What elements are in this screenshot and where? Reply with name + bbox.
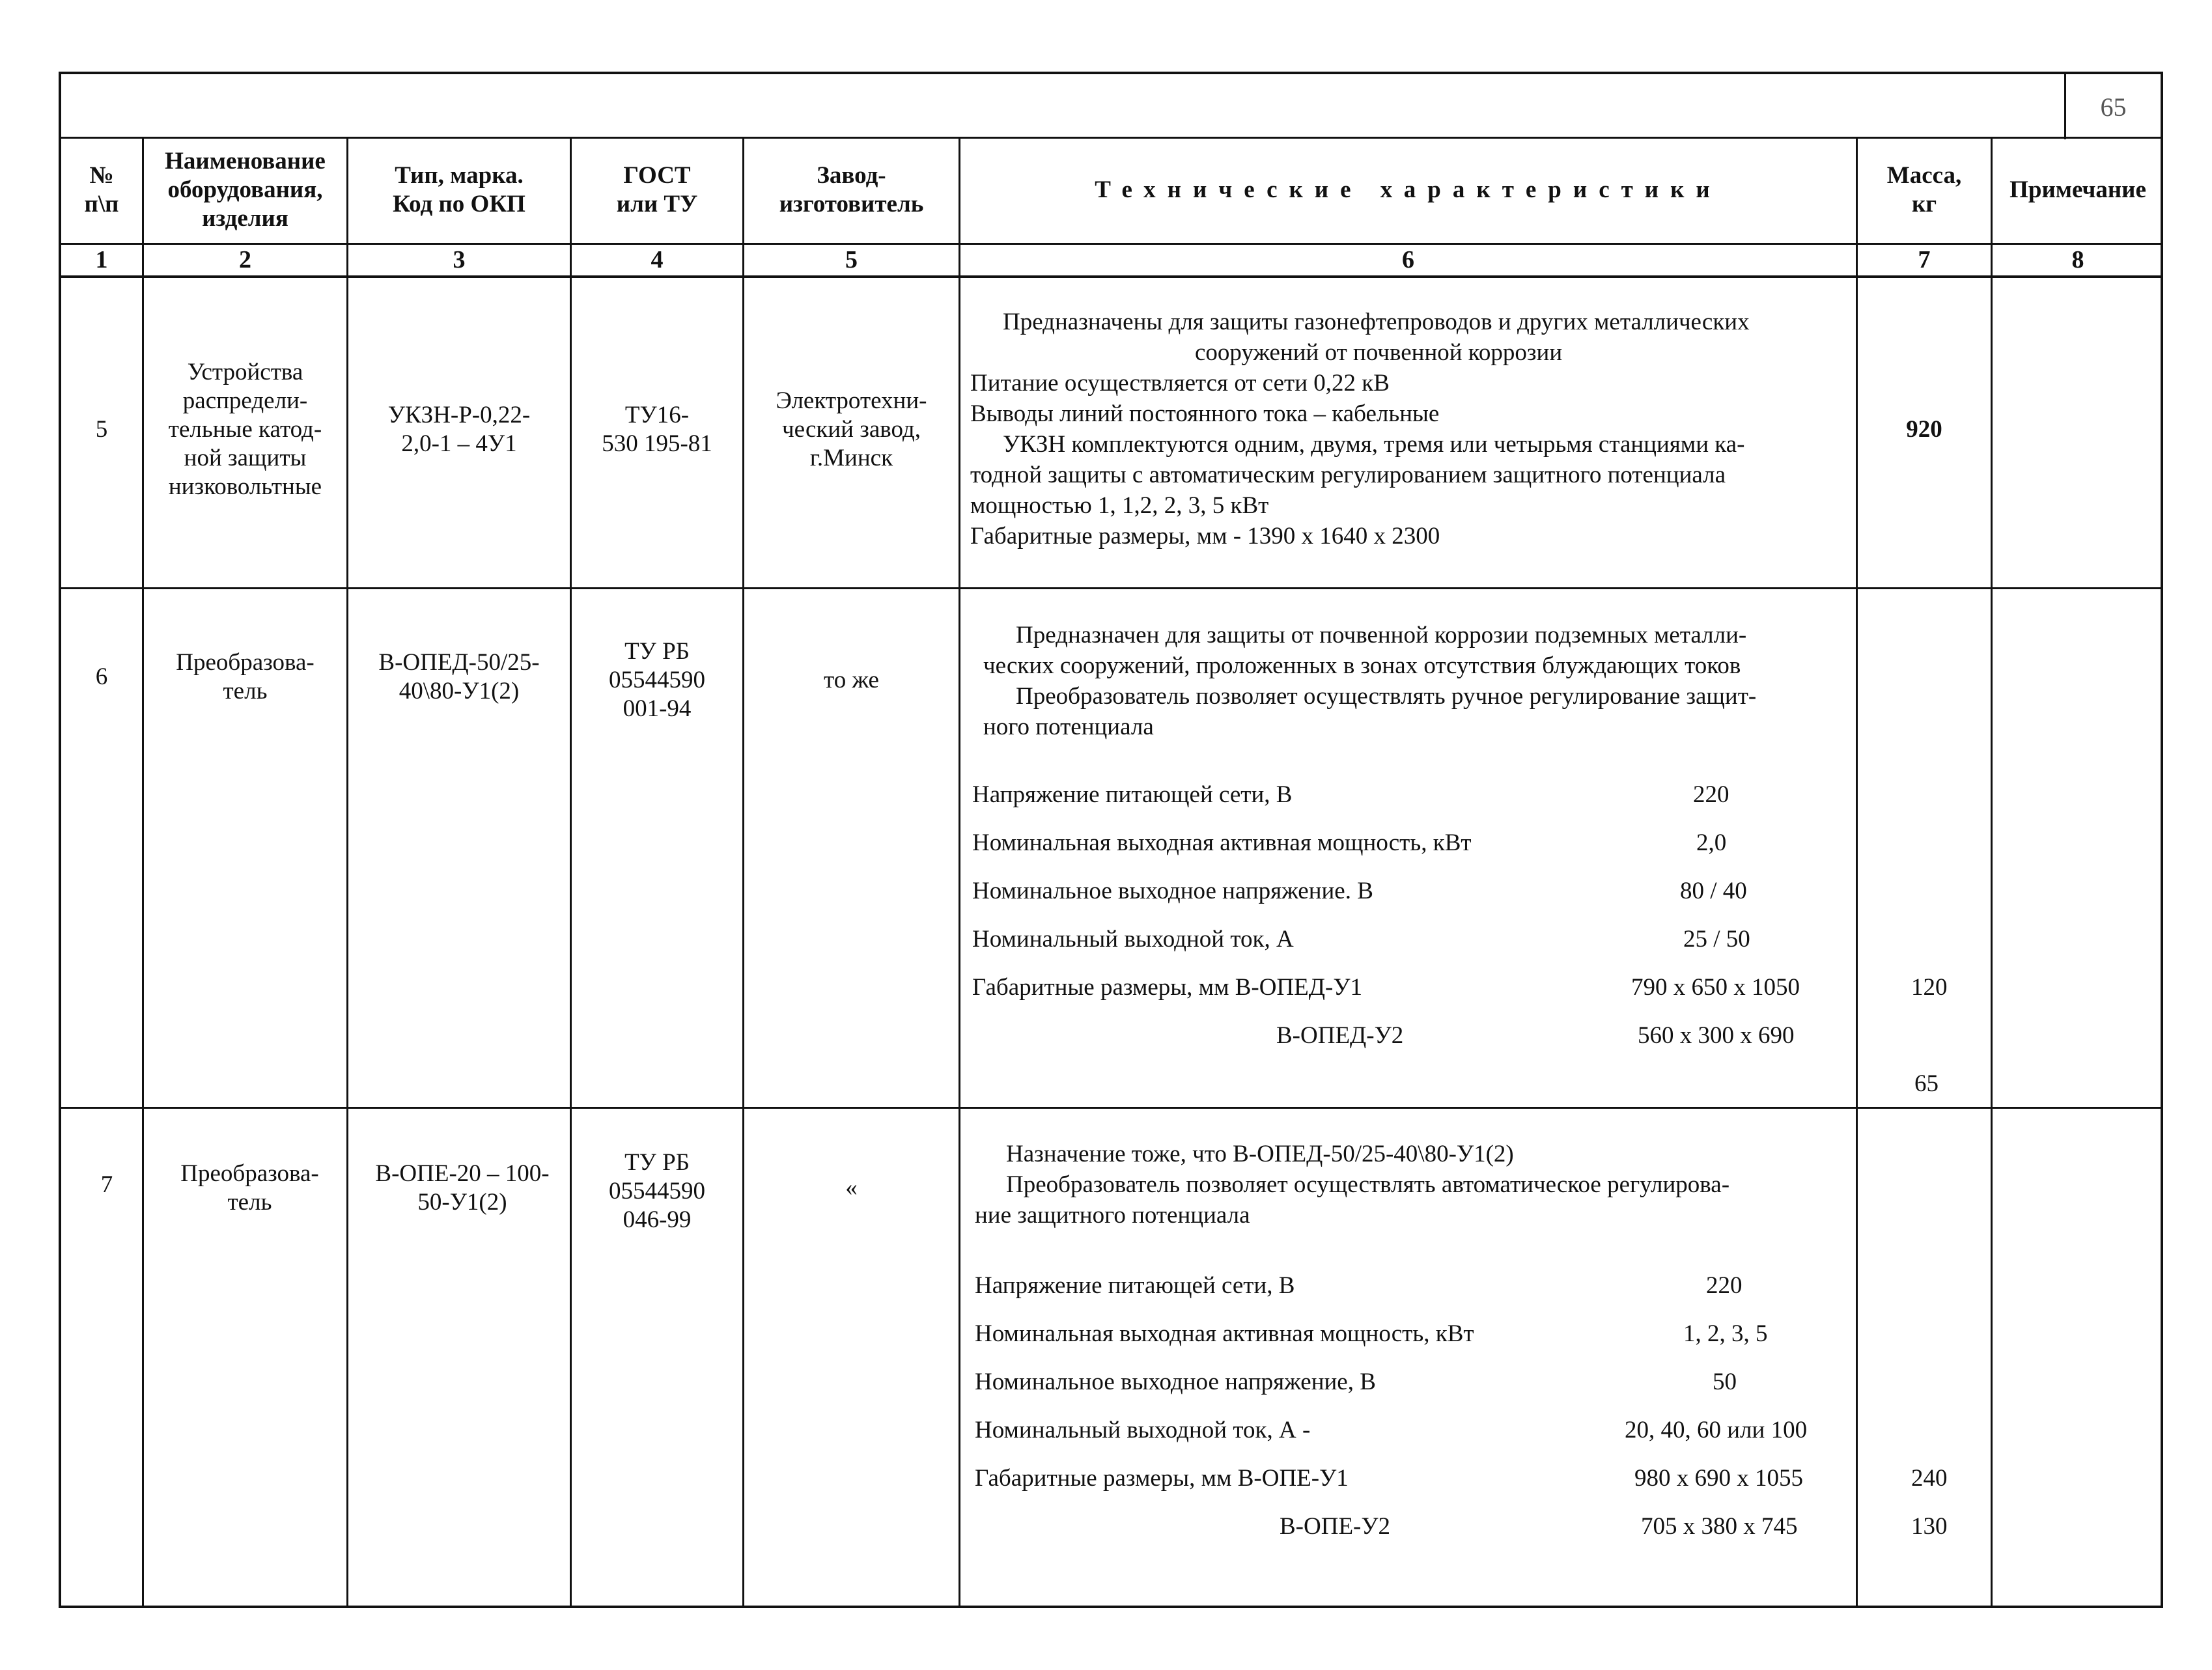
spec-line: Преобразователь позволяет осуществлять автоматическое регулирова- bbox=[1006, 1171, 1730, 1198]
spec-line: сооружений от почвенной коррозии bbox=[1195, 339, 1563, 366]
param-label: В-ОПЕ-У2 bbox=[1280, 1513, 1391, 1540]
column-number: 6 bbox=[1402, 246, 1414, 273]
equipment-type: В-ОПЕ-20 – 100- 50-У1(2) bbox=[375, 1160, 550, 1216]
header-manufacturer: Завод- изготовитель bbox=[779, 162, 924, 217]
gost-spec: ТУ РБ 05544590 001-94 bbox=[609, 638, 705, 722]
spec-line: Питание осуществляется от сети 0,22 кВ bbox=[970, 370, 1390, 397]
equipment-type: УКЗН-Р-0,22- 2,0-1 – 4У1 bbox=[387, 402, 531, 457]
manufacturer: « bbox=[845, 1175, 858, 1201]
mass-value: 65 bbox=[1914, 1070, 1939, 1097]
spec-line: Выводы линий постоянного тока – кабельные bbox=[970, 400, 1440, 427]
header-mass: Масса, кг bbox=[1886, 162, 1962, 217]
table-rule bbox=[59, 587, 2163, 589]
header-specifications: Технические характеристики bbox=[1095, 176, 1722, 203]
header-gost: ГОСТ или ТУ bbox=[616, 162, 698, 217]
row-number: 7 bbox=[100, 1171, 113, 1198]
spec-line: Назначение тоже, что В-ОПЕД-50/25-40\80-У1(2) bbox=[1006, 1141, 1514, 1167]
equipment-name: Преобразова- тель bbox=[180, 1160, 319, 1216]
spec-line: Преобразователь позволяет осуществлять ручное регулирование защит- bbox=[1016, 683, 1757, 710]
param-value: 980 х 690 х 1055 bbox=[1634, 1465, 1803, 1492]
param-value: 790 х 650 х 1050 bbox=[1631, 974, 1800, 1001]
mass-value: 130 bbox=[1911, 1513, 1948, 1540]
mass-value: 240 bbox=[1911, 1465, 1948, 1492]
param-value: 80 / 40 bbox=[1680, 878, 1747, 904]
param-value: 50 bbox=[1713, 1369, 1737, 1395]
equipment-type: В-ОПЕД-50/25- 40\80-У1(2) bbox=[378, 649, 540, 704]
spec-line: ного потенциала bbox=[983, 714, 1154, 740]
param-label: Габаритные размеры, мм В-ОПЕД-У1 bbox=[972, 974, 1363, 1001]
spec-line: мощностью 1, 1,2, 2, 3, 5 кВт bbox=[970, 492, 1269, 519]
param-label: Номинальное выходное напряжение, В bbox=[975, 1369, 1376, 1395]
param-value: 25 / 50 bbox=[1683, 926, 1750, 953]
param-label: Габаритные размеры, мм В-ОПЕ-У1 bbox=[975, 1465, 1349, 1492]
spec-line: УКЗН комплектуются одним, двумя, тремя или четырьмя станциями ка- bbox=[1003, 431, 1745, 458]
equipment-name: Устройства распредели- тельные катод- ной защиты низковольтные bbox=[168, 359, 322, 500]
param-label: Номинальная выходная активная мощность, кВт bbox=[975, 1320, 1474, 1347]
column-number: 2 bbox=[239, 246, 251, 273]
column-rule bbox=[959, 137, 960, 1608]
spec-line: Габаритные размеры, мм - 1390 х 1640 х 2300 bbox=[970, 523, 1440, 550]
param-value: 20, 40, 60 или 100 bbox=[1625, 1417, 1808, 1443]
column-rule bbox=[1991, 137, 1993, 1608]
column-rule bbox=[1856, 137, 1858, 1608]
param-label: Напряжение питающей сети, В bbox=[972, 781, 1293, 808]
header-number: № п\п bbox=[84, 162, 119, 217]
column-rule bbox=[570, 137, 572, 1608]
spec-line: ческих сооружений, проложенных в зонах отсутствия блуждающих токов bbox=[983, 652, 1741, 679]
param-value: 1, 2, 3, 5 bbox=[1683, 1320, 1768, 1347]
header-note: Примечание bbox=[2009, 176, 2146, 203]
table-rule bbox=[59, 1107, 2163, 1109]
column-number: 7 bbox=[1918, 246, 1931, 273]
column-number: 5 bbox=[845, 246, 858, 273]
page-number: 65 bbox=[2064, 74, 2161, 139]
row-number: 6 bbox=[95, 663, 108, 690]
spec-line: ние защитного потенциала bbox=[975, 1202, 1250, 1229]
spec-line: тодной защиты с автоматическим регулированием защитного потенциала bbox=[970, 462, 1726, 488]
table-rule bbox=[59, 275, 2163, 278]
mass-value: 120 bbox=[1911, 974, 1948, 1001]
equipment-name: Преобразова- тель bbox=[176, 649, 315, 704]
manufacturer: Электротехни- ческий завод, г.Минск bbox=[776, 387, 927, 471]
param-value: 560 х 300 х 690 bbox=[1638, 1022, 1795, 1049]
gost-spec: ТУ16- 530 195-81 bbox=[602, 402, 712, 457]
param-value: 705 х 380 х 745 bbox=[1641, 1513, 1798, 1540]
column-number: 8 bbox=[2071, 246, 2084, 273]
param-value: 2,0 bbox=[1696, 829, 1727, 856]
param-value: 220 bbox=[1706, 1272, 1743, 1299]
header-type: Тип, марка. Код по ОКП bbox=[393, 162, 525, 217]
param-label: Номинальный выходной ток, А - bbox=[975, 1417, 1311, 1443]
column-rule bbox=[742, 137, 744, 1608]
spec-line: Предназначен для защиты от почвенной коррозии подземных металли- bbox=[1016, 622, 1747, 648]
column-number: 4 bbox=[651, 246, 664, 273]
param-label: Номинальное выходное напряжение. В bbox=[972, 878, 1373, 904]
mass-value: 920 bbox=[1906, 416, 1942, 443]
param-label: В-ОПЕД-У2 bbox=[1276, 1022, 1404, 1049]
manufacturer: то же bbox=[824, 667, 879, 693]
column-rule bbox=[346, 137, 348, 1608]
header-name: Наименование оборудования, изделия bbox=[165, 148, 326, 232]
spec-line: Предназначены для защиты газонефтепроводов и других металлических bbox=[1003, 309, 1750, 335]
param-label: Номинальный выходной ток, А bbox=[972, 926, 1294, 953]
param-label: Напряжение питающей сети, В bbox=[975, 1272, 1295, 1299]
column-number: 3 bbox=[453, 246, 466, 273]
column-number: 1 bbox=[95, 246, 108, 273]
param-label: Номинальная выходная активная мощность, кВт bbox=[972, 829, 1472, 856]
row-number: 5 bbox=[95, 416, 108, 443]
param-value: 220 bbox=[1693, 781, 1729, 808]
gost-spec: ТУ РБ 05544590 046-99 bbox=[609, 1149, 705, 1233]
